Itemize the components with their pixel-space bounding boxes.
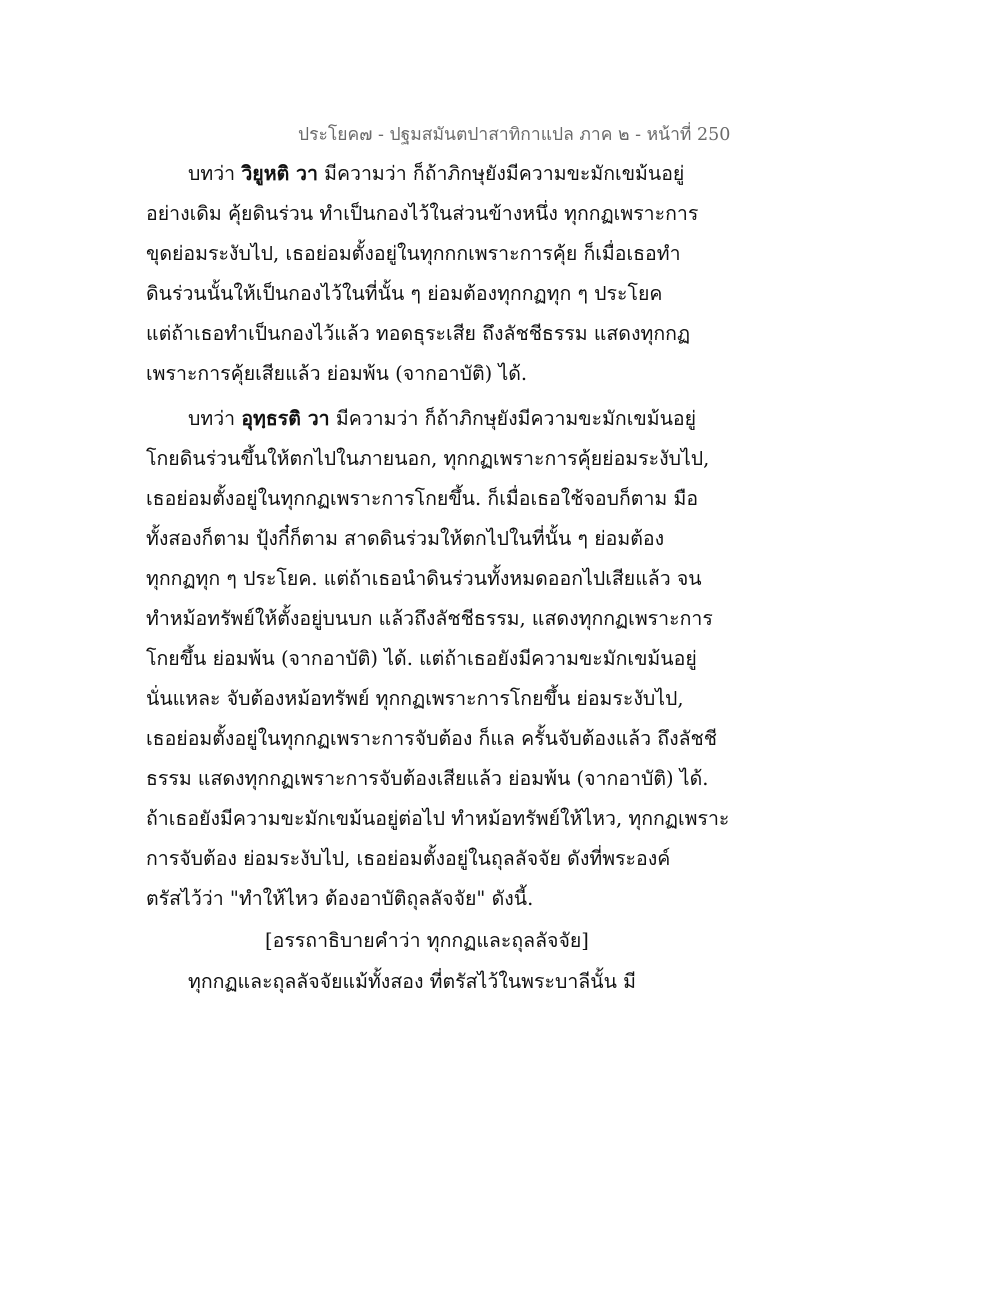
para1-lead: บทว่า <box>188 162 242 185</box>
para1-term: วิยูหติ วา <box>241 162 318 185</box>
para1-line-1 <box>188 155 728 192</box>
para2-line-1 <box>188 400 728 437</box>
para2-first-rest: มีความว่า ก็ถ้าภิกษุยังมีความขะมักเขม้นอยู่ <box>329 407 697 430</box>
para1-first-rest: มีความว่า ก็ถ้าภิกษุยังมีความขะมักเขม้นอยู่ <box>317 162 685 185</box>
para2-line-10: ธรรม แสดงทุกกฏเพราะการจับต้องเสียแล้ว ย่อมพ้น (จากอาบัติ) ได้. <box>146 767 709 790</box>
para2-line-12: การจับต้อง ย่อมระงับไป, เธอย่อมตั้งอยู่ในถุลลัจจัย ดังที่พระองค์ <box>146 847 671 870</box>
para2-line-11: ถ้าเธอยังมีความขะมักเขม้นอยู่ต่อไป ทำหม้อทรัพย์ให้ไหว, ทุกกฏเพราะ <box>146 807 730 830</box>
para1-line-2: อย่างเดิม คุ้ยดินร่วน ทำเป็นกองไว้ในส่วนข้างหนึ่ง ทุกกฏเพราะการ <box>146 202 699 225</box>
running-header: ประโยค๗ - ปฐมสมันตปาสาทิกาแปล ภาค ๒ - หน้าที่ 250 <box>298 125 731 145</box>
para2-line-3: เธอย่อมตั้งอยู่ในทุกกฏเพราะการโกยขึ้น. ก็เมื่อเธอใช้จอบก็ตาม มือ <box>146 487 699 510</box>
para3-line-1: ทุกกฏและถุลลัจจัยแม้ทั้งสอง ที่ตรัสไว้ในพระบาลีนั้น มี <box>188 970 636 993</box>
para1-line-6: เพราะการคุ้ยเสียแล้ว ย่อมพ้น (จากอาบัติ) ได้. <box>146 362 528 385</box>
para2-line-2: โกยดินร่วนขึ้นให้ตกไปในภายนอก, ทุกกฏเพราะการคุ้ยย่อมระงับไป, <box>146 447 710 470</box>
para1-line-5: แต่ถ้าเธอทำเป็นกองไว้แล้ว ทอดธุระเสีย ถึงลัชชีธรรม แสดงทุกกฏ <box>146 322 691 345</box>
para2-line-6: ทำหม้อทรัพย์ให้ตั้งอยู่บนบก แล้วถึงลัชชีธรรม, แสดงทุกกฏเพราะการ <box>146 607 713 630</box>
para2-lead: บทว่า <box>188 407 242 430</box>
para2-line-9: เธอย่อมตั้งอยู่ในทุกกฏเพราะการจับต้อง ก็แล ครั้นจับต้องแล้ว ถึงลัชชี <box>146 727 718 750</box>
para1-line-3: ขุดย่อมระงับไป, เธอย่อมตั้งอยู่ในทุกกกเพราะการคุ้ย ก็เมื่อเธอทำ <box>146 242 681 265</box>
para2-line-5: ทุกกฏทุก ๆ ประโยค. แต่ถ้าเธอนำดินร่วนทั้งหมดออกไปเสียแล้ว จน <box>146 567 702 590</box>
para1-line-4: ดินร่วนนั้นให้เป็นกองไว้ในที่นั้น ๆ ย่อมต้องทุกกฏทุก ๆ ประโยค <box>146 282 663 305</box>
para2-line-8: นั่นแหละ จับต้องหม้อทรัพย์ ทุกกฏเพราะการโกยขึ้น ย่อมระงับไป, <box>146 687 684 710</box>
para2-line-7: โกยขึ้น ย่อมพ้น (จากอาบัติ) ได้. แต่ถ้าเธอยังมีความขะมักเขม้นอยู่ <box>146 647 697 670</box>
subheading: [อรรถาธิบายคำว่า ทุกกฏและถุลลัจจัย] <box>265 929 589 952</box>
para2-line-4: ทั้งสองก็ตาม ปุ้งกี๋ก็ตาม สาดดินร่วมให้ตกไปในที่นั้น ๆ ย่อมต้อง <box>146 527 665 550</box>
para2-term: อุทฺธรติ วา <box>241 407 330 430</box>
para2-line-13: ตรัสไว้ว่า "ทำให้ไหว ต้องอาบัติถุลลัจจัย" ดังนี้. <box>146 887 534 910</box>
